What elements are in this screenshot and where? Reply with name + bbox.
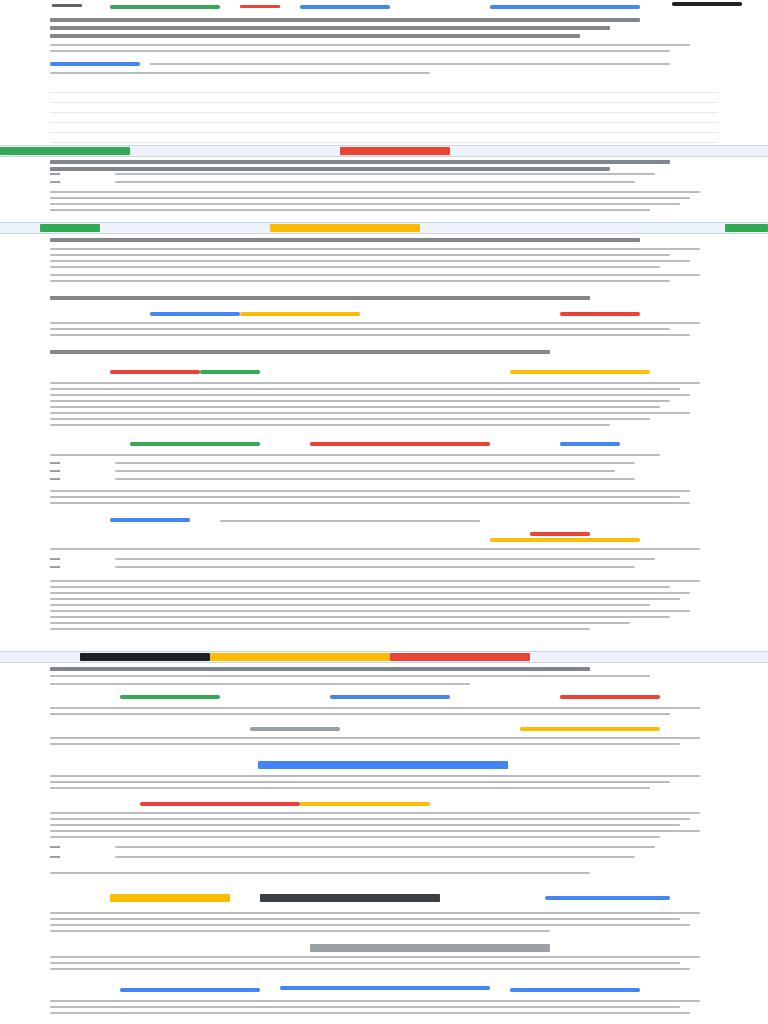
tag-button[interactable] bbox=[560, 695, 660, 699]
list-item[interactable] bbox=[50, 84, 718, 93]
code-block bbox=[260, 894, 440, 902]
tag-button[interactable] bbox=[530, 532, 590, 536]
tag-button[interactable] bbox=[130, 442, 260, 446]
tag-button[interactable] bbox=[140, 802, 300, 806]
divider bbox=[0, 651, 768, 663]
list-item[interactable] bbox=[50, 124, 718, 133]
tag-button[interactable] bbox=[310, 442, 490, 446]
tag-button[interactable] bbox=[240, 312, 360, 316]
top-bar bbox=[0, 0, 768, 14]
list-item[interactable] bbox=[50, 114, 718, 123]
tag-button[interactable] bbox=[330, 695, 450, 699]
tag-button[interactable] bbox=[120, 988, 260, 992]
divider bbox=[0, 145, 768, 157]
section-6 bbox=[0, 910, 768, 1024]
section-2 bbox=[0, 157, 768, 220]
tag-button[interactable] bbox=[545, 896, 670, 900]
tag-button[interactable] bbox=[250, 727, 340, 731]
account-icon[interactable] bbox=[672, 2, 742, 6]
section-3 bbox=[0, 236, 768, 636]
tab-2[interactable] bbox=[240, 5, 280, 8]
tag-button[interactable] bbox=[110, 370, 200, 374]
tag-button[interactable] bbox=[150, 312, 240, 316]
tag-button[interactable] bbox=[280, 986, 490, 990]
code-block bbox=[110, 894, 230, 902]
divider bbox=[0, 222, 768, 234]
tag-button[interactable] bbox=[490, 538, 640, 542]
section-1 bbox=[0, 14, 768, 144]
tag-button[interactable] bbox=[120, 695, 220, 699]
tag-button[interactable] bbox=[110, 518, 190, 522]
progress-bar bbox=[258, 761, 508, 769]
tag-button[interactable] bbox=[200, 370, 260, 374]
tag-button[interactable] bbox=[510, 988, 640, 992]
tag-button[interactable] bbox=[300, 802, 430, 806]
tab-4[interactable] bbox=[490, 5, 640, 9]
list-item[interactable] bbox=[50, 94, 718, 103]
section-5 bbox=[0, 800, 768, 910]
list-item[interactable] bbox=[50, 104, 718, 113]
tag-button[interactable] bbox=[560, 442, 620, 446]
tag-button[interactable] bbox=[510, 370, 650, 374]
tag-button[interactable] bbox=[560, 312, 640, 316]
inline-link[interactable] bbox=[50, 62, 140, 66]
tab-1[interactable] bbox=[110, 5, 220, 9]
menu-icon[interactable] bbox=[52, 4, 82, 7]
section-4 bbox=[0, 665, 768, 805]
tag-button[interactable] bbox=[520, 727, 660, 731]
list-item[interactable] bbox=[50, 134, 718, 143]
tab-3[interactable] bbox=[300, 5, 390, 9]
